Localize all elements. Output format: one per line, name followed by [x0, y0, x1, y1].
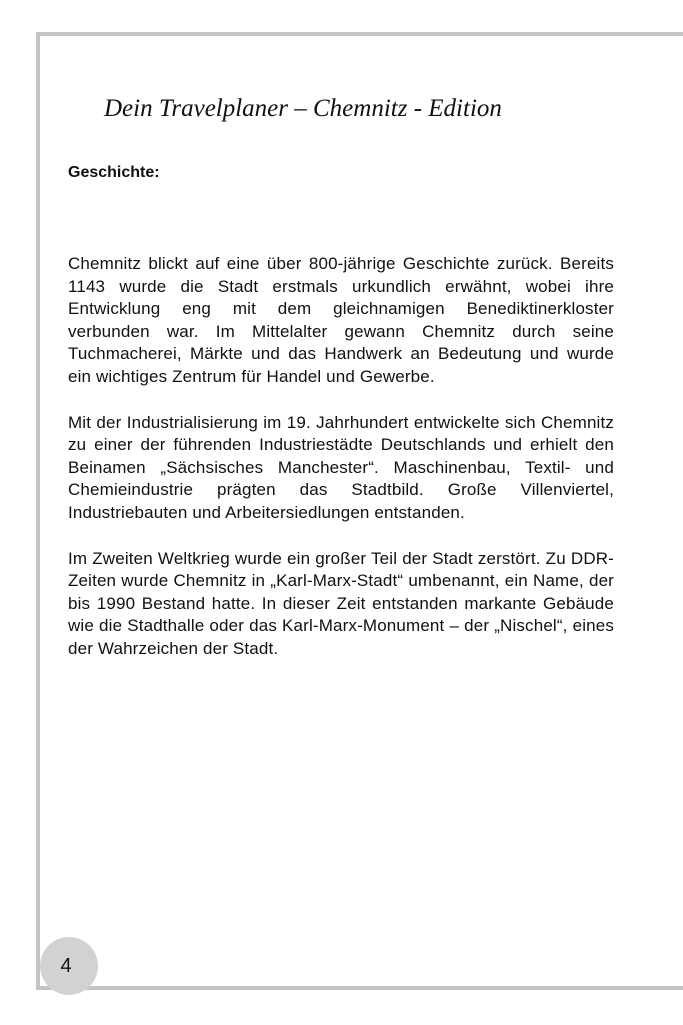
- body-text: [68, 253, 614, 684]
- paragraph-ddr-era: Im Zweiten Weltkrieg wurde ein großer Teil der Stadt zerstört. Zu DDR-Zeiten wurde Chemnitz in „Karl-Marx-Stadt“ umbenannt, ein Name, der bis 1990 Bestand hatte. In dieser Zeit entstanden markante Gebäude wie die Stadthalle oder das Karl-Marx-Monument – der „Nischel“, eines der Wahrzeichen der Stadt.: [68, 548, 614, 658]
- page-title: Dein Travelplaner – Chemnitz - Edition: [104, 95, 502, 122]
- paragraph-industrialization: Mit der Industrialisierung im 19. Jahrhundert entwickelte sich Chemnitz zu einer der führenden Industriestädte Deutschlands und erhielt den Beinamen „Sächsisches Manchester“. Maschinenbau, Textil- und Chemieindustrie prägten das Stadtbild. Große Villenviertel, Industriebauten und Arbeitersiedlungen entstanden.: [68, 412, 614, 522]
- section-heading: Geschichte:: [68, 164, 160, 181]
- page-number: 4: [60, 954, 72, 977]
- page-number-badge: [40, 937, 98, 995]
- paragraph-history-origins: Chemnitz blickt auf eine über 800-jährige Geschichte zurück. Bereits 1143 wurde die Stadt erstmals urkundlich erwähnt, wobei ihre Entwicklung eng mit dem gleichnamigen Benediktinerkloster verbunden war. Im Mittelalter gewann Chemnitz durch seine Tuchmacherei, Märkte und das Handwerk an Bedeutung und wurde ein wichtiges Zentrum für Handel und Gewerbe.: [68, 254, 614, 386]
